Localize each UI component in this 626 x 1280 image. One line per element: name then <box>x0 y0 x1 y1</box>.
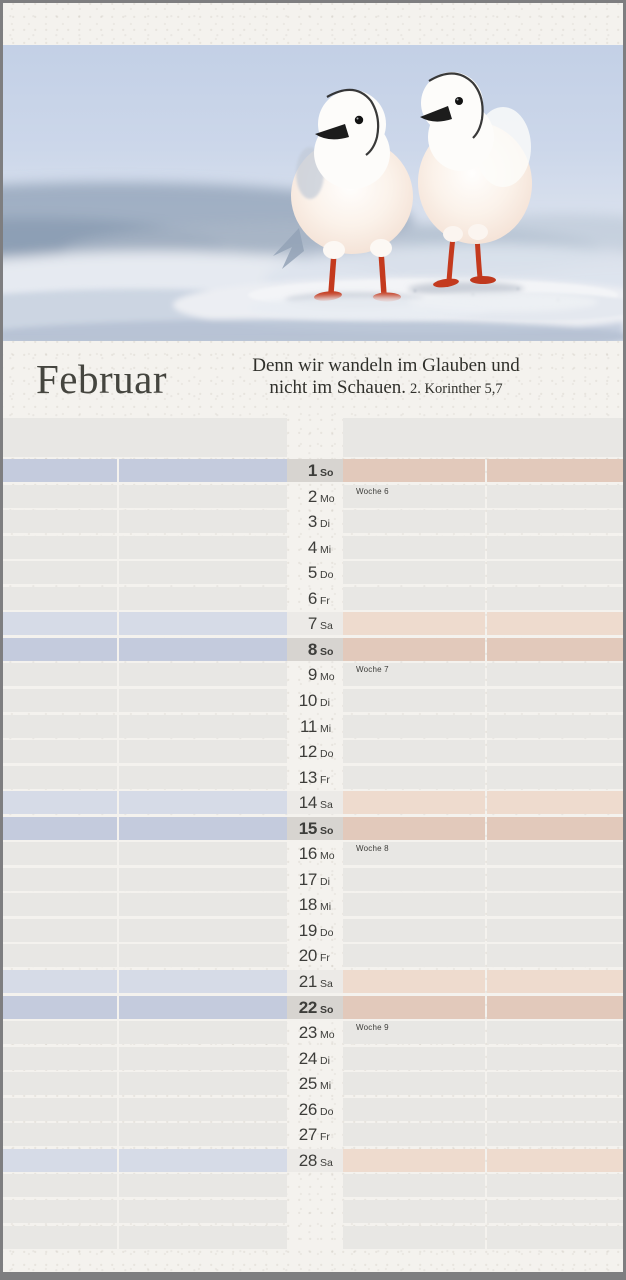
notes-cell-right-1 <box>343 766 485 789</box>
notes-cell-left-1 <box>3 1174 117 1197</box>
day-number: 10 <box>298 690 317 710</box>
notes-cell-left-2 <box>119 1200 287 1223</box>
day-label-cell <box>287 868 343 891</box>
notes-cell-left-2 <box>119 1149 287 1172</box>
calendar-row-day-14 <box>0 791 626 814</box>
calendar-row-day-10 <box>0 689 626 712</box>
notes-cell-right-2 <box>487 740 623 763</box>
notes-cell-right-2 <box>487 638 623 661</box>
day-abbreviation: Mi <box>320 901 332 914</box>
day-abbreviation: Sa <box>320 978 333 990</box>
notes-cell-left-2 <box>119 893 287 916</box>
calendar-row-day-4 <box>0 536 626 559</box>
notes-cell-right-1 <box>343 1149 485 1172</box>
day-abbreviation: So <box>320 645 334 658</box>
day-label-cell <box>287 510 343 533</box>
day-number: 27 <box>298 1125 317 1145</box>
day-label-cell <box>287 740 343 763</box>
day-number: 13 <box>298 767 317 787</box>
calendar-row-day-9 <box>0 663 626 686</box>
calendar-row-day-25 <box>0 1072 626 1095</box>
notes-cell-left-2 <box>119 842 287 865</box>
calendar-row-empty <box>0 1226 626 1249</box>
day-number: 16 <box>298 844 317 864</box>
day-number: 12 <box>298 742 317 762</box>
day-number: 26 <box>298 1099 317 1119</box>
day-label-cell <box>287 587 343 610</box>
day-number: 7 <box>307 614 317 634</box>
calendar-row-day-15 <box>0 817 626 840</box>
notes-cell-left-2 <box>119 1226 287 1249</box>
day-abbreviation: Mi <box>320 1080 332 1093</box>
day-label-cell <box>287 766 343 789</box>
calendar-row-day-2 <box>0 485 626 508</box>
day-abbreviation: Mo <box>320 492 335 505</box>
notes-cell-right-1 <box>343 919 485 942</box>
day-label-cell <box>287 791 343 814</box>
notes-cell-left-2 <box>119 459 287 482</box>
day-abbreviation: Do <box>320 748 334 761</box>
notes-cell-left-1 <box>3 638 117 661</box>
notes-cell-right-2 <box>487 893 623 916</box>
calendar-row-day-24 <box>0 1047 626 1070</box>
notes-cell-right-1 <box>343 561 485 584</box>
notes-cell-left-2 <box>119 1123 287 1146</box>
notes-cell-left-1 <box>3 791 117 814</box>
frame-edge-left <box>0 0 3 1280</box>
day-label-cell <box>287 1021 343 1044</box>
notes-cell-left-1 <box>3 1226 117 1249</box>
day-label-cell <box>287 919 343 942</box>
notes-cell-right-2 <box>487 1098 623 1121</box>
notes-cell-left-1 <box>3 766 117 789</box>
day-abbreviation: Di <box>320 875 330 888</box>
calendar-row-day-12 <box>0 740 626 763</box>
notes-cell-left-1 <box>3 689 117 712</box>
notes-cell-right-2 <box>487 1174 623 1197</box>
notes-cell-right-2 <box>487 1047 623 1070</box>
notes-cell-right-2 <box>487 536 623 559</box>
notes-cell-left-1 <box>3 587 117 610</box>
notes-cell-left-2 <box>119 663 287 686</box>
day-abbreviation: Fr <box>320 1131 330 1144</box>
notes-cell-left-2 <box>119 1174 287 1197</box>
day-label-cell <box>287 485 343 508</box>
notes-cell-left-1 <box>3 740 117 763</box>
calendar-row-empty <box>0 1200 626 1223</box>
notes-cell-right-2 <box>487 1226 623 1249</box>
day-label-cell <box>287 689 343 712</box>
day-abbreviation: Mo <box>320 671 335 684</box>
month-photo <box>3 45 623 341</box>
notes-cell-right-1 <box>343 817 485 840</box>
day-number: 15 <box>298 818 317 838</box>
day-abbreviation: So <box>320 467 334 479</box>
notes-cell-left-1 <box>3 1123 117 1146</box>
day-abbreviation: Fr <box>320 594 330 607</box>
day-number: 14 <box>298 793 317 813</box>
notes-cell-left-2 <box>119 817 287 840</box>
day-label-cell <box>287 1200 343 1223</box>
notes-cell-left-1 <box>3 663 117 686</box>
day-number: 17 <box>298 869 317 889</box>
notes-cell-right-2 <box>487 485 623 508</box>
day-abbreviation: Mo <box>320 1029 335 1042</box>
notes-cell-right-1 <box>343 1226 485 1249</box>
day-label-cell <box>287 970 343 993</box>
notes-cell-right-1 <box>343 1200 485 1223</box>
notes-cell-left-2 <box>119 587 287 610</box>
notes-cell-left-2 <box>119 561 287 584</box>
day-number: 2 <box>307 486 317 506</box>
day-number: 23 <box>298 1023 317 1043</box>
day-label-cell <box>287 893 343 916</box>
day-number: 28 <box>298 1150 317 1170</box>
notes-cell-left-2 <box>119 485 287 508</box>
day-label-cell <box>287 459 343 482</box>
notes-cell-right-2 <box>487 842 623 865</box>
day-abbreviation: Mi <box>320 722 332 735</box>
day-abbreviation: Do <box>320 926 334 939</box>
notes-cell-left-2 <box>119 689 287 712</box>
calendar-row-day-26 <box>0 1098 626 1121</box>
notes-cell-left-1 <box>3 510 117 533</box>
week-number-label: Woche 9 <box>356 1023 389 1033</box>
notes-cell-right-2 <box>487 1072 623 1095</box>
notes-cell-right-2 <box>487 817 623 840</box>
day-number: 25 <box>298 1074 317 1094</box>
notes-cell-right-1 <box>343 689 485 712</box>
notes-cell-left-2 <box>119 766 287 789</box>
notes-cell-left-2 <box>119 1021 287 1044</box>
notes-cell-right-1 <box>343 740 485 763</box>
day-label-cell <box>287 1226 343 1249</box>
notes-cell-right-2 <box>487 1149 623 1172</box>
notes-cell-left-1 <box>3 536 117 559</box>
notes-cell-right-1 <box>343 970 485 993</box>
notes-cell-left-1 <box>3 459 117 482</box>
calendar-row-day-27 <box>0 1123 626 1146</box>
notes-cell-left-2 <box>119 970 287 993</box>
notes-cell-left-1 <box>3 612 117 635</box>
verse-line-2: nicht im Schauen. 2. Korinther 5,7 <box>269 377 503 398</box>
month-title: Februar <box>36 356 168 402</box>
day-label-cell <box>287 1149 343 1172</box>
notes-cell-right-2 <box>487 1021 623 1044</box>
notes-cell-left-2 <box>119 791 287 814</box>
day-abbreviation: Di <box>320 1054 330 1067</box>
day-number: 6 <box>307 588 317 608</box>
day-label-cell <box>287 944 343 967</box>
notes-cell-left-2 <box>119 638 287 661</box>
calendar-row-day-18 <box>0 893 626 916</box>
day-abbreviation: Sa <box>320 1156 333 1169</box>
notes-cell-right-1 <box>343 1072 485 1095</box>
day-label-cell <box>287 1072 343 1095</box>
calendar-row-day-11 <box>0 715 626 738</box>
notes-cell-right-1 <box>343 612 485 635</box>
calendar-row-day-1 <box>0 459 626 482</box>
notes-cell-left-1 <box>3 561 117 584</box>
calendar-row-day-16 <box>0 842 626 865</box>
notes-cell-right-1 <box>343 587 485 610</box>
day-number: 22 <box>298 997 317 1017</box>
verse-reference: 2. Korinther 5,7 <box>410 381 503 397</box>
verse-line-1: Denn wir wandeln im Glauben und <box>252 355 520 376</box>
notes-cell-left-1 <box>3 919 117 942</box>
calendar-row-day-3 <box>0 510 626 533</box>
notes-cell-right-2 <box>487 561 623 584</box>
notes-cell-right-2 <box>487 919 623 942</box>
notes-cell-right-2 <box>487 715 623 738</box>
calendar-row-day-22 <box>0 996 626 1019</box>
notes-cell-left-2 <box>119 612 287 635</box>
day-label-cell <box>287 1098 343 1121</box>
day-label-cell <box>287 842 343 865</box>
week-number-label: Woche 8 <box>356 844 389 854</box>
day-number: 4 <box>307 537 317 557</box>
notes-cell-left-1 <box>3 1072 117 1095</box>
day-label-cell <box>287 996 343 1019</box>
notes-cell-left-1 <box>3 868 117 891</box>
notes-cell-right-1 <box>343 791 485 814</box>
day-label-cell <box>287 638 343 661</box>
notes-cell-left-2 <box>119 740 287 763</box>
notes-cell-right-1 <box>343 944 485 967</box>
notes-cell-left-1 <box>3 996 117 1019</box>
notes-cell-left-1 <box>3 970 117 993</box>
calendar-row-empty <box>0 1174 626 1197</box>
notes-cell-right-1 <box>343 1047 485 1070</box>
day-abbreviation: Sa <box>320 620 333 633</box>
day-number: 1 <box>307 461 317 480</box>
day-number: 21 <box>298 972 317 991</box>
notes-cell-left-2 <box>119 944 287 967</box>
calendar-row-day-17 <box>0 868 626 891</box>
day-number: 20 <box>298 946 317 966</box>
notes-cell-right-1 <box>343 638 485 661</box>
day-label-cell <box>287 1174 343 1197</box>
notes-cell-left-2 <box>119 1098 287 1121</box>
day-abbreviation: So <box>320 1003 334 1016</box>
calendar-row-day-13 <box>0 766 626 789</box>
notes-cell-right-2 <box>487 996 623 1019</box>
notes-cell-right-2 <box>487 970 623 993</box>
notes-cell-left-1 <box>3 1149 117 1172</box>
notes-cell-left-1 <box>3 893 117 916</box>
day-number: 3 <box>307 512 317 532</box>
day-number: 18 <box>298 895 317 915</box>
notes-cell-right-1 <box>343 868 485 891</box>
calendar-row-day-23 <box>0 1021 626 1044</box>
day-abbreviation: Do <box>320 1105 334 1118</box>
notes-cell-right-2 <box>487 766 623 789</box>
notes-cell-left-1 <box>3 715 117 738</box>
day-abbreviation: So <box>320 824 334 837</box>
day-number: 9 <box>307 665 317 685</box>
notes-cell-right-1 <box>343 893 485 916</box>
notes-cell-right-1 <box>343 1123 485 1146</box>
birds-on-ice-illustration <box>3 45 623 341</box>
notes-cell-left-2 <box>119 510 287 533</box>
notes-cell-left-2 <box>119 536 287 559</box>
notes-cell-right-1 <box>343 1098 485 1121</box>
notes-cell-left-1 <box>3 1047 117 1070</box>
day-abbreviation: Di <box>320 518 330 531</box>
notes-cell-left-1 <box>3 817 117 840</box>
notes-cell-right-1 <box>343 996 485 1019</box>
day-number: 19 <box>298 920 317 940</box>
notes-cell-right-2 <box>487 587 623 610</box>
notes-cell-left-1 <box>3 1021 117 1044</box>
day-abbreviation: Mi <box>320 543 332 556</box>
week-number-label: Woche 7 <box>356 665 389 675</box>
calendar-row-day-20 <box>0 944 626 967</box>
day-abbreviation: Sa <box>320 799 333 812</box>
calendar-row-day-8 <box>0 638 626 661</box>
notes-cell-right-1 <box>343 459 485 482</box>
day-abbreviation: Di <box>320 696 330 709</box>
calendar-row-day-19 <box>0 919 626 942</box>
notes-cell-right-1 <box>343 663 485 686</box>
notes-cell-left-1 <box>3 842 117 865</box>
day-label-cell <box>287 817 343 840</box>
frame-edge-top <box>0 0 626 3</box>
header-band-right <box>343 418 623 457</box>
notes-cell-left-2 <box>119 715 287 738</box>
week-number-label: Woche 6 <box>356 486 389 496</box>
notes-cell-right-2 <box>487 663 623 686</box>
day-label-cell <box>287 561 343 584</box>
notes-cell-right-1 <box>343 485 485 508</box>
notes-cell-right-1 <box>343 715 485 738</box>
notes-cell-right-1 <box>343 1021 485 1044</box>
notes-cell-right-2 <box>487 868 623 891</box>
day-abbreviation: Fr <box>320 773 330 786</box>
day-number: 5 <box>307 563 317 583</box>
calendar-row-day-21 <box>0 970 626 993</box>
notes-cell-left-1 <box>3 1200 117 1223</box>
day-number: 11 <box>299 716 317 736</box>
notes-cell-right-1 <box>343 536 485 559</box>
calendar-row-day-7 <box>0 612 626 635</box>
day-abbreviation: Fr <box>320 952 330 965</box>
notes-cell-right-2 <box>487 612 623 635</box>
day-number: 8 <box>307 639 317 659</box>
day-abbreviation: Do <box>320 569 334 582</box>
notes-cell-right-2 <box>487 944 623 967</box>
bible-verse <box>230 355 542 400</box>
notes-cell-right-2 <box>487 1123 623 1146</box>
notes-cell-right-1 <box>343 510 485 533</box>
notes-cell-right-2 <box>487 1200 623 1223</box>
day-label-cell <box>287 663 343 686</box>
day-label-cell <box>287 536 343 559</box>
calendar-row-day-5 <box>0 561 626 584</box>
day-abbreviation: Mo <box>320 850 335 863</box>
notes-cell-left-1 <box>3 1098 117 1121</box>
notes-cell-left-2 <box>119 919 287 942</box>
notes-cell-right-2 <box>487 689 623 712</box>
notes-cell-right-1 <box>343 842 485 865</box>
day-label-cell <box>287 612 343 635</box>
calendar-row-day-6 <box>0 587 626 610</box>
calendar-row-day-28 <box>0 1149 626 1172</box>
notes-cell-right-2 <box>487 510 623 533</box>
notes-cell-left-2 <box>119 996 287 1019</box>
header-band-left <box>3 418 287 457</box>
day-label-cell <box>287 1047 343 1070</box>
notes-cell-left-2 <box>119 868 287 891</box>
notes-cell-left-1 <box>3 485 117 508</box>
notes-cell-left-1 <box>3 944 117 967</box>
day-label-cell <box>287 715 343 738</box>
notes-cell-left-2 <box>119 1072 287 1095</box>
day-label-cell <box>287 1123 343 1146</box>
notes-cell-left-2 <box>119 1047 287 1070</box>
notes-cell-right-2 <box>487 791 623 814</box>
day-number: 24 <box>298 1048 317 1068</box>
frame-edge-bottom <box>0 1272 626 1280</box>
notes-cell-right-1 <box>343 1174 485 1197</box>
notes-cell-right-2 <box>487 459 623 482</box>
